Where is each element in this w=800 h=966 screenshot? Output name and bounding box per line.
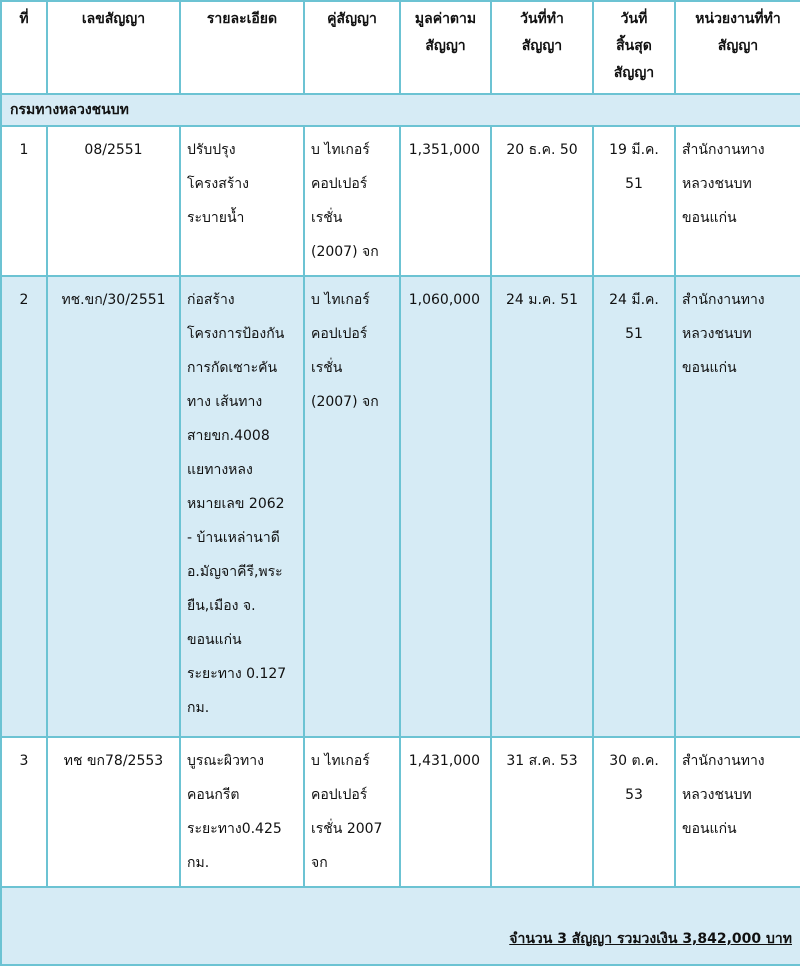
row-party-line: บ ไทเกอร์ — [311, 292, 370, 308]
row-details-line: - บ้านเหล่านาดี — [187, 530, 280, 546]
row-agency-line: ขอนแก่น — [682, 360, 737, 376]
summary-cell — [1, 887, 800, 965]
row-details-line: ขอนแก่น — [187, 632, 242, 648]
header-no: ที่ — [1, 1, 47, 94]
row-party-line: คอปเปอร์ — [311, 787, 368, 803]
row-details-line: ระบายน้ำ — [187, 210, 245, 226]
summary-row — [1, 887, 800, 965]
header-agency-line: หน่วยงานที่ทำ — [695, 11, 781, 27]
row-party-line: (2007) จก — [311, 394, 379, 410]
row-details-line: ทาง เส้นทาง — [187, 394, 263, 410]
row-details-line: แยทางหลง — [187, 462, 253, 478]
row-details-line: สายขก.4008 — [187, 428, 270, 444]
row-details-line: ยืน,เมือง จ. — [187, 598, 256, 614]
row-end-date-line: 24 มี.ค. — [609, 292, 659, 308]
table-row — [1, 737, 800, 887]
section-row — [1, 94, 800, 126]
row-agency — [675, 737, 800, 887]
row-start-date: 24 ม.ค. 51 — [491, 276, 593, 737]
table-header-row — [1, 1, 800, 94]
row-party-line: บ ไทเกอร์ — [311, 142, 370, 158]
row-agency-line: สำนักงานทาง — [682, 753, 765, 769]
header-agency-line: สัญญา — [717, 38, 759, 54]
row-party-line: (2007) จก — [311, 244, 379, 260]
row-end-date-line: 51 — [625, 176, 643, 192]
header-contract-no: เลขสัญญา — [47, 1, 180, 94]
row-details-line: การกัดเซาะคัน — [187, 360, 278, 376]
header-end-date — [593, 1, 675, 94]
row-details-line: ระยะทาง0.425 — [187, 821, 282, 837]
row-details — [180, 737, 304, 887]
row-end-date — [593, 126, 675, 276]
row-end-date — [593, 737, 675, 887]
row-details-line: ก่อสร้าง — [187, 292, 235, 308]
row-party-line: บ ไทเกอร์ — [311, 753, 370, 769]
row-start-date: 31 ส.ค. 53 — [491, 737, 593, 887]
row-value: 1,351,000 — [400, 126, 491, 276]
row-details-line: คอนกรีต — [187, 787, 240, 803]
row-details-line: ปรับปรุง — [187, 142, 236, 158]
row-party-line: จก — [311, 855, 328, 871]
table-row — [1, 126, 800, 276]
header-value-line: มูลค่าตาม — [414, 11, 477, 27]
row-value: 1,431,000 — [400, 737, 491, 887]
row-no: 2 — [1, 276, 47, 737]
row-details-line: หมายเลข 2062 — [187, 496, 285, 512]
header-agency — [675, 1, 800, 94]
row-details-line: อ.มัญจาคีรี,พระ — [187, 564, 283, 580]
row-no: 3 — [1, 737, 47, 887]
row-end-date-line: 19 มี.ค. — [609, 142, 659, 158]
row-agency-line: ขอนแก่น — [682, 821, 737, 837]
row-details-line: บูรณะผิวทาง — [187, 753, 264, 769]
row-start-date: 20 ธ.ค. 50 — [491, 126, 593, 276]
header-start-date-line: สัญญา — [521, 38, 563, 54]
row-agency-line: ขอนแก่น — [682, 210, 737, 226]
row-details-line: กม. — [187, 700, 210, 716]
row-end-date-line: 51 — [625, 326, 643, 342]
header-value-line: สัญญา — [425, 38, 466, 54]
row-agency-line: สำนักงานทาง — [682, 142, 765, 158]
row-party-line: เรชั่น 2007 — [311, 821, 383, 837]
row-party — [304, 276, 400, 737]
row-party-line: เรชั่น — [311, 210, 343, 226]
header-details: รายละเอียด — [180, 1, 304, 94]
header-end-date-line: สิ้นสุด — [616, 38, 652, 54]
header-party: คู่สัญญา — [304, 1, 400, 94]
header-start-date-line: วันที่ทำ — [520, 11, 564, 27]
row-details-line: ระยะทาง 0.127 — [187, 666, 287, 682]
row-end-date — [593, 276, 675, 737]
row-party-line: เรชั่น — [311, 360, 343, 376]
row-details — [180, 276, 304, 737]
table-row — [1, 276, 800, 737]
header-end-date-line: วันที่ — [620, 11, 648, 27]
row-end-date-line: 53 — [625, 787, 643, 803]
row-agency-line: หลวงชนบท — [682, 176, 752, 192]
row-party-line: คอปเปอร์ — [311, 176, 368, 192]
row-agency-line: สำนักงานทาง — [682, 292, 765, 308]
row-party-line: คอปเปอร์ — [311, 326, 368, 342]
row-contract-no: ทช.ขก/30/2551 — [47, 276, 180, 737]
section-title: กรมทางหลวงชนบท — [1, 94, 800, 126]
row-contract-no: 08/2551 — [47, 126, 180, 276]
row-agency-line: หลวงชนบท — [682, 326, 752, 342]
header-end-date-line: สัญญา — [613, 65, 655, 81]
row-agency — [675, 276, 800, 737]
row-agency-line: หลวงชนบท — [682, 787, 752, 803]
row-party — [304, 737, 400, 887]
row-value: 1,060,000 — [400, 276, 491, 737]
row-details — [180, 126, 304, 276]
row-party — [304, 126, 400, 276]
row-details-line: กม. — [187, 855, 210, 871]
summary-total: จำนวน 3 สัญญา รวมวงเงิน 3,842,000 บาท — [509, 931, 792, 947]
row-end-date-line: 30 ต.ค. — [609, 753, 659, 769]
row-details-line: โครงการป้องกัน — [187, 326, 285, 342]
row-agency — [675, 126, 800, 276]
row-details-line: โครงสร้าง — [187, 176, 250, 192]
row-no: 1 — [1, 126, 47, 276]
header-start-date — [491, 1, 593, 94]
row-contract-no: ทช ขก78/2553 — [47, 737, 180, 887]
header-value — [400, 1, 491, 94]
